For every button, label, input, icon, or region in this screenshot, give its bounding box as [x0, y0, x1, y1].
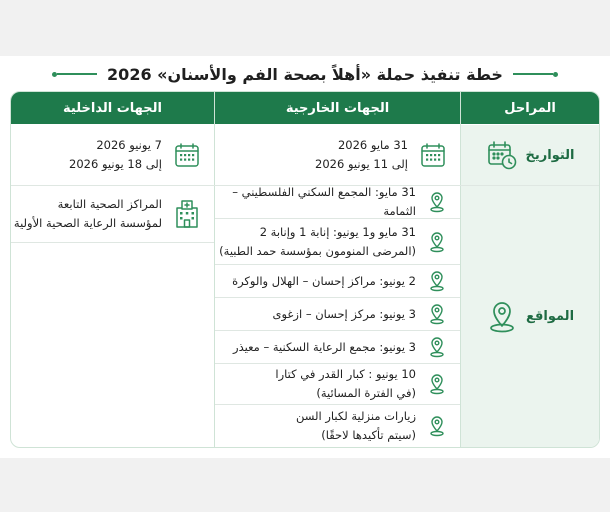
location-item-7-line1: زيارات منزلية لكبار السن — [295, 409, 416, 423]
location-pin-icon — [428, 336, 446, 358]
location-item-1-line1: 31 مايو: المجمع السكني الفلسطيني – الثمامة — [232, 185, 416, 218]
location-item-6 — [215, 364, 460, 404]
dates-external-end: إلى 11 يونيو 2026 — [315, 157, 408, 171]
dates-internal-start: 7 يونيو 2026 — [96, 138, 162, 152]
dates-internal — [11, 125, 214, 185]
header-phases: المراحل — [461, 92, 599, 124]
location-item-6-line2: (في الفترة المسائية) — [316, 386, 416, 400]
location-pin-icon — [428, 415, 446, 437]
title-ornament-right — [513, 72, 558, 77]
location-pin-icon — [428, 270, 446, 292]
dates-internal-end: إلى 18 يونيو 2026 — [69, 157, 162, 171]
location-item-5 — [215, 331, 460, 363]
top-band — [0, 0, 610, 56]
location-pin-icon — [486, 300, 518, 334]
location-item-3-line1: 2 يونيو: مراكز إحسان – الهلال والوكرة — [232, 273, 416, 288]
plan-table — [10, 91, 600, 448]
location-item-7-line2: (سيتم تأكيدها لاحقًا) — [321, 428, 416, 442]
title-row — [0, 60, 610, 88]
location-pin-icon — [428, 191, 446, 213]
title-ornament-left — [52, 72, 97, 77]
hospital-building-icon — [174, 199, 200, 229]
phase-dates-label: التواريخ — [525, 147, 575, 163]
dates-external-start: 31 مايو 2026 — [337, 138, 408, 152]
location-item-6-line1: 10 يونيو : كبار القدر في كتارا — [275, 367, 416, 381]
location-item-2-line1: 31 مايو و1 يونيو: إنابة 1 وإنابة 2 — [259, 224, 416, 239]
header-external: الجهات الخارجية — [215, 92, 460, 124]
location-item-5-line1: 3 يونيو: مجمع الرعاية السكنية – معيذر — [233, 339, 416, 354]
location-item-3 — [215, 265, 460, 297]
location-item-2 — [215, 219, 460, 264]
phase-locations — [461, 186, 599, 447]
location-item-4-line1: 3 يونيو: مركز إحسان – ازغوى — [272, 306, 416, 321]
locations-internal-line2: لمؤسسة الرعاية الصحية الأولية — [13, 216, 162, 230]
locations-internal — [11, 186, 214, 242]
header-internal: الجهات الداخلية — [11, 92, 214, 124]
location-item-1 — [215, 186, 460, 218]
calendar-icon — [174, 142, 200, 168]
location-item-7 — [215, 405, 460, 447]
page-title: خطة تنفيذ حملة «أهلاً بصحة الفم والأسنان» 2026 — [107, 64, 503, 84]
calendar-icon — [420, 142, 446, 168]
dates-external — [215, 125, 460, 185]
location-pin-icon — [428, 373, 446, 395]
location-pin-icon — [428, 231, 446, 253]
bottom-band — [0, 458, 610, 512]
location-item-4 — [215, 298, 460, 330]
location-item-2-line2: (المرضى المنومون بمؤسسة حمد الطبية) — [219, 243, 416, 258]
phase-locations-label: المواقع — [525, 309, 575, 324]
locations-internal-line1: المراكز الصحية التابعة — [57, 197, 162, 211]
calendar-clock-icon — [486, 139, 518, 171]
row-divider — [11, 242, 214, 243]
phase-dates — [461, 125, 599, 185]
location-pin-icon — [428, 303, 446, 325]
